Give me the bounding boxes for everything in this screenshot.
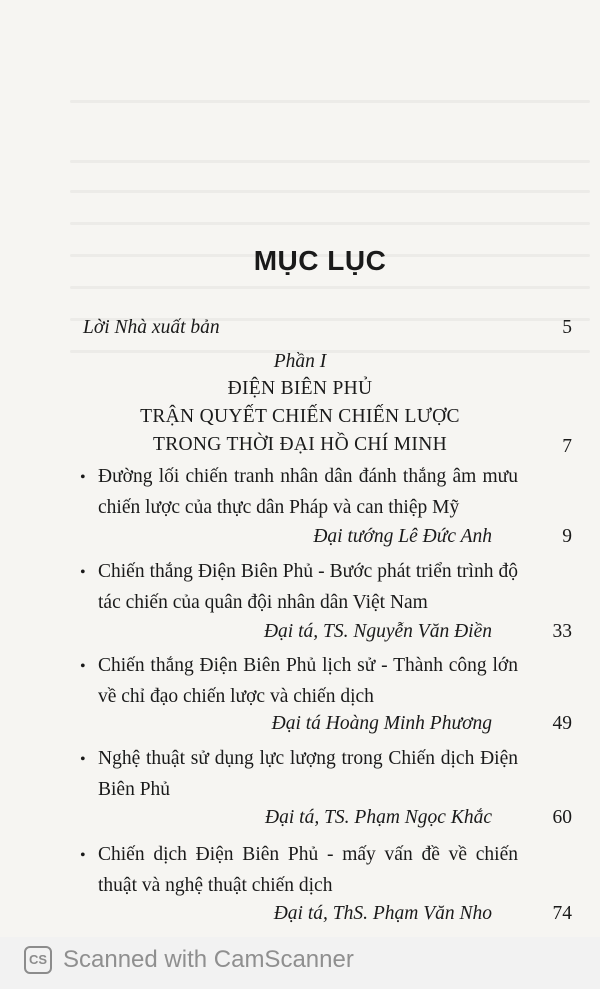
bullet-icon: •	[80, 751, 86, 768]
bullet-icon: •	[80, 847, 86, 864]
part-page-number: 7	[562, 436, 572, 457]
part-title-line-2: TRẬN QUYẾT CHIẾN CHIẾN LƯỢC	[140, 406, 460, 427]
entry-author: Đại tá, TS. Phạm Ngọc Khắc	[265, 807, 492, 828]
foreword-label: Lời Nhà xuất bản	[83, 317, 220, 338]
entry-author: Đại tá, TS. Nguyễn Văn Điền	[263, 621, 492, 642]
entry-page-number: 60	[552, 807, 572, 828]
entry-page-number: 33	[552, 621, 572, 642]
entry-title: Chiến dịch Điện Biên Phủ - mấy vấn đề về chiến thuật và nghệ thuật chiến dịch	[98, 844, 518, 896]
bullet-icon: •	[80, 658, 86, 675]
entry-author: Đại tá, ThS. Phạm Văn Nho	[273, 903, 492, 924]
bullet-icon: •	[80, 564, 86, 581]
foreword-page-number: 5	[562, 317, 572, 338]
part-label: Phần I	[273, 351, 327, 372]
entry-page-number: 49	[552, 713, 572, 734]
bullet-icon: •	[80, 469, 86, 486]
entry-page-number: 74	[552, 903, 572, 924]
entry-author: Đại tá Hoàng Minh Phương	[271, 713, 492, 734]
entry-title: Nghệ thuật sử dụng lực lượng trong Chiến dịch Điện Biên Phủ	[98, 748, 518, 800]
page-title: MỤC LỤC	[253, 245, 387, 276]
entry-page-number: 9	[562, 526, 572, 547]
part-title-line-1: ĐIỆN BIÊN PHỦ	[227, 378, 373, 399]
camscanner-logo-icon: CS	[24, 946, 52, 974]
scanner-watermark-text: Scanned with CamScanner	[63, 946, 354, 973]
entry-title: Chiến thắng Điện Biên Phủ lịch sử - Thành công lớn về chỉ đạo chiến lược và chiến dịch	[98, 655, 518, 707]
entry-title: Chiến thắng Điện Biên Phủ - Bước phát triển trình độ tác chiến của quân đội nhân dân Việt Nam	[98, 561, 518, 613]
entry-author: Đại tướng Lê Đức Anh	[313, 526, 492, 547]
scanner-watermark-bar	[0, 937, 600, 989]
part-title-line-3: TRONG THỜI ĐẠI HỒ CHÍ MINH	[153, 434, 447, 455]
entry-title: Đường lối chiến tranh nhân dân đánh thắng âm mưu chiến lược của thực dân Pháp và can thiệp Mỹ	[98, 466, 518, 518]
